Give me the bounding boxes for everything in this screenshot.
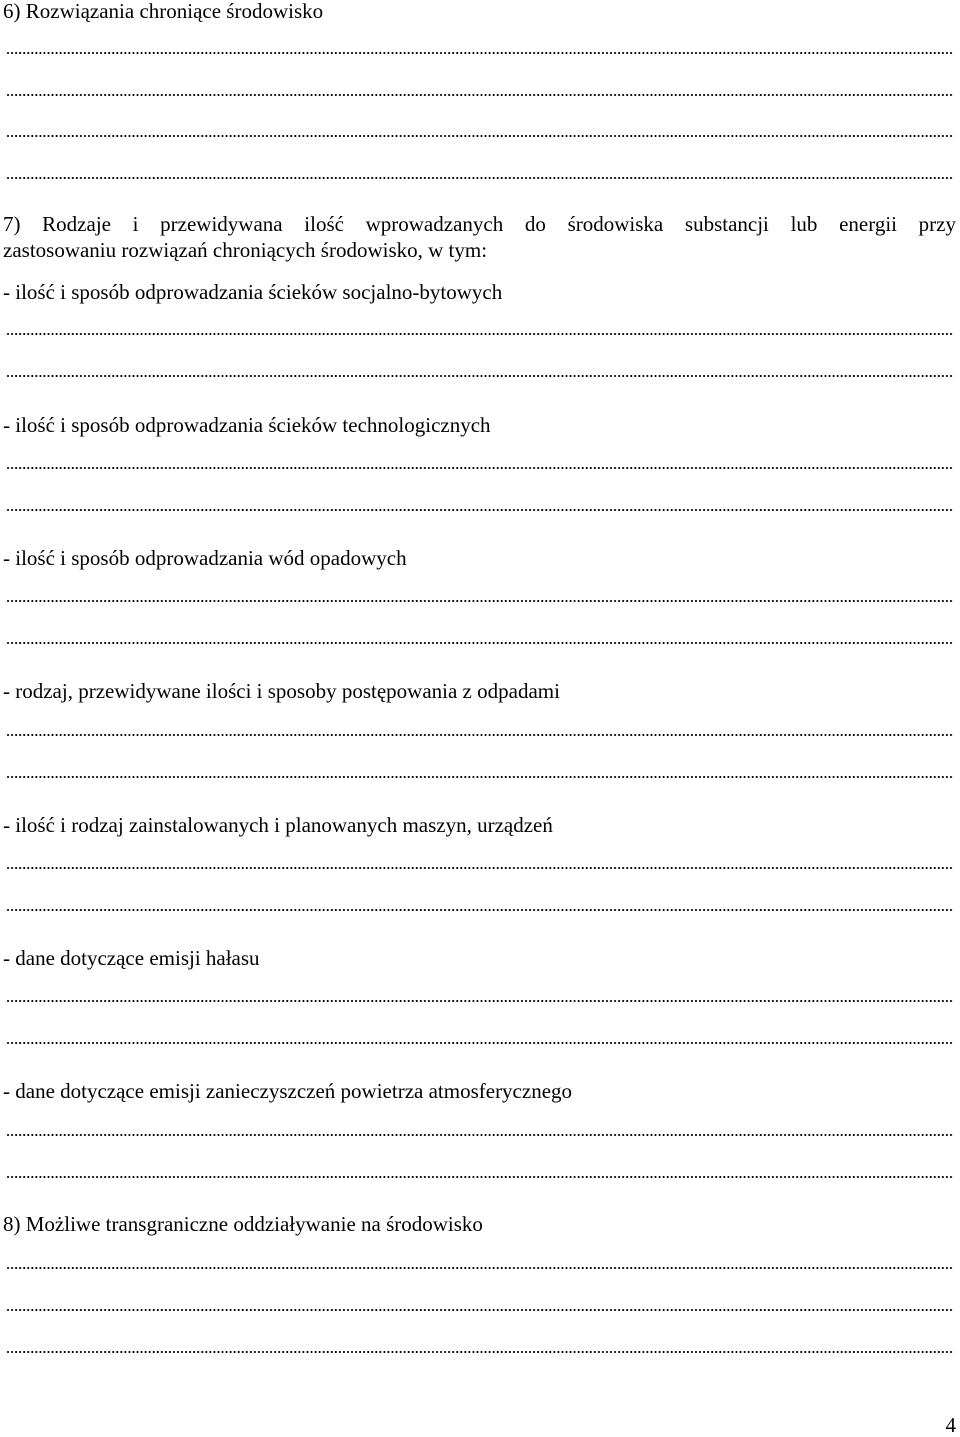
item-sewage-social: - ilość i sposób odprowadzania ścieków socjalno-bytowych (3, 280, 503, 304)
dotted-fill-line (6, 908, 954, 912)
section-7-heading-line-2: zastosowaniu rozwiązań chroniących środowisko, w tym: (3, 238, 488, 262)
dotted-fill-line (6, 999, 954, 1003)
dotted-fill-line (6, 176, 954, 180)
page-number: 4 (945, 1413, 956, 1437)
section-6-heading: 6) Rozwiązania chroniące środowisko (3, 0, 324, 23)
dotted-fill-line (6, 1350, 954, 1354)
dotted-fill-line (6, 332, 954, 336)
dotted-fill-line (6, 866, 954, 870)
dotted-fill-line (6, 1133, 954, 1137)
dotted-fill-line (6, 1041, 954, 1045)
dotted-fill-line (6, 1308, 954, 1312)
dotted-fill-line (6, 466, 954, 470)
dotted-fill-line (6, 93, 954, 97)
dotted-fill-line (6, 1266, 954, 1270)
dotted-fill-line (6, 374, 954, 378)
item-noise-emission: - dane dotyczące emisji hałasu (3, 946, 260, 970)
section-7-heading-line-1: 7) Rodzaje i przewidywana ilość wprowadzanych do środowiska substancji lub energii przy (3, 212, 956, 236)
dotted-fill-line (6, 51, 954, 55)
item-waste: - rodzaj, przewidywane ilości i sposoby postępowania z odpadami (3, 679, 560, 703)
item-sewage-technological: - ilość i sposób odprowadzania ścieków technologicznych (3, 413, 491, 437)
item-rainwater: - ilość i sposób odprowadzania wód opadowych (3, 546, 407, 570)
dotted-fill-line (6, 775, 954, 779)
dotted-fill-line (6, 134, 954, 138)
dotted-fill-line (6, 1175, 954, 1179)
dotted-fill-line (6, 733, 954, 737)
dotted-fill-line (6, 599, 954, 603)
dotted-fill-line (6, 641, 954, 645)
section-8-heading: 8) Możliwe transgraniczne oddziaływanie na środowisko (3, 1212, 483, 1236)
item-machines: - ilość i rodzaj zainstalowanych i planowanych maszyn, urządzeń (3, 813, 553, 837)
item-air-emission: - dane dotyczące emisji zanieczyszczeń powietrza atmosferycznego (3, 1079, 573, 1103)
dotted-fill-line (6, 508, 954, 512)
